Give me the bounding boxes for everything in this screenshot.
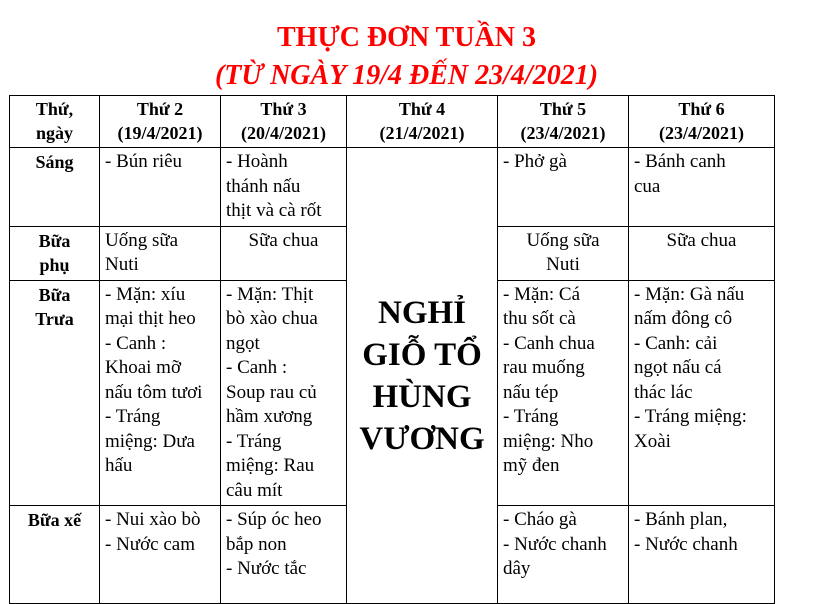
cell-breakfast-tue [221, 148, 347, 227]
header-day-wed [347, 96, 498, 148]
holiday-line: HÙNG [372, 378, 472, 415]
menu-line: - Hoành [226, 151, 288, 172]
cell-snack-thu [498, 226, 629, 280]
header-day-label-line2: ngày [35, 123, 73, 143]
menu-line: - Canh chua [503, 332, 595, 354]
menu-line: mại thịt heo [105, 308, 196, 329]
day-date: (23/4/2021) [520, 123, 606, 143]
menu-table [9, 95, 775, 604]
cell-breakfast-thu [498, 148, 629, 227]
row-label-text: Trưa [35, 309, 74, 329]
menu-line: - Nước chanh [634, 533, 738, 555]
cell-lunch-thu [498, 280, 629, 506]
menu-line: - Tráng [503, 406, 559, 427]
menu-line: - Tráng [226, 430, 282, 452]
day-name: Thứ 5 [539, 99, 587, 119]
menu-line: mỹ đen [503, 455, 560, 476]
menu-line: Soup rau củ [226, 381, 317, 403]
cell-afternoon-fri [629, 506, 775, 604]
menu-line: - Nước cam [105, 533, 195, 555]
menu-line: bắp non [226, 533, 287, 555]
row-label-lunch [10, 280, 100, 506]
menu-line: miệng: Dưa [105, 430, 195, 452]
menu-line: câu mít [226, 479, 283, 501]
cell-breakfast-fri [629, 148, 775, 227]
day-date: (20/4/2021) [241, 123, 326, 143]
menu-line: miệng: Nho [503, 430, 594, 452]
row-label-text: Bữa [38, 230, 71, 251]
day-name: Thứ 3 [260, 99, 307, 119]
cell-afternoon-thu [498, 506, 629, 604]
menu-line: Sữa chua [248, 229, 319, 251]
cell-breakfast-mon [100, 148, 221, 227]
menu-line: nấu tôm tươi [105, 381, 203, 403]
row-label-text: Sáng [35, 152, 74, 172]
menu-line: cua [634, 175, 661, 197]
holiday-line: VƯƠNG [359, 420, 485, 457]
day-name: Thứ 2 [136, 99, 184, 119]
menu-line: Nuti [105, 254, 139, 275]
day-date: (21/4/2021) [379, 123, 465, 143]
menu-line: nấu tép [503, 381, 559, 403]
holiday-line: NGHỈ [377, 294, 466, 331]
menu-line: rau muống [503, 357, 585, 378]
menu-line: - Tráng [105, 406, 161, 427]
day-date: (19/4/2021) [117, 123, 203, 143]
menu-line: Uống sữa [526, 229, 600, 251]
header-day-label-line1: Thứ, [35, 99, 74, 119]
cell-snack-fri [629, 226, 775, 280]
header-day-label [10, 96, 100, 148]
row-label-text: phụ [39, 255, 70, 275]
menu-line: Xoài [634, 430, 671, 452]
menu-line: Uống sữa [105, 229, 179, 251]
cell-snack-mon [100, 226, 221, 280]
header-day-mon [100, 96, 221, 148]
menu-line: - Bánh canh [634, 151, 726, 172]
menu-line: hấu [105, 455, 133, 476]
menu-line: - Nước tắc [226, 558, 307, 579]
menu-line: Nuti [546, 254, 580, 275]
row-label-text: Bữa [38, 284, 71, 305]
menu-line: - Bún riêu [105, 151, 183, 172]
menu-line: miệng: Rau [226, 455, 315, 476]
menu-subtitle: (TỪ NGÀY 19/4 ĐẾN 23/4/2021) [214, 60, 599, 91]
row-label-afternoon [10, 506, 100, 604]
menu-line: nấm đông cô [634, 308, 733, 329]
header-day-fri [629, 96, 775, 148]
menu-line: - Mặn: Thịt [226, 283, 314, 305]
menu-line: bò xào chua [226, 308, 318, 329]
header-day-tue [221, 96, 347, 148]
menu-line: thịt và cà rốt [226, 200, 322, 221]
menu-line: ngọt nấu cá [634, 357, 722, 378]
menu-line: - Phở gà [503, 151, 567, 172]
menu-line: thánh nấu [226, 175, 301, 197]
day-name: Thứ 6 [678, 99, 725, 119]
cell-lunch-tue [221, 280, 347, 506]
cell-afternoon-mon [100, 506, 221, 604]
menu-line: - Nước chanh [503, 533, 607, 555]
cell-afternoon-tue [221, 506, 347, 604]
menu-line: - Mặn: Gà nấu [634, 283, 745, 305]
menu-line: - Tráng miệng: [634, 406, 747, 427]
menu-line: - Súp óc heo [226, 509, 322, 530]
day-name: Thứ 4 [398, 99, 446, 119]
menu-line: - Canh : [105, 332, 167, 354]
menu-line: - Nui xào bò [105, 509, 201, 530]
menu-line: - Mặn: xíu [105, 283, 186, 305]
menu-line: - Mặn: Cá [503, 283, 581, 305]
header-row [10, 96, 775, 148]
row-label-text: Bữa xế [27, 510, 82, 530]
menu-line: - Cháo gà [503, 509, 577, 530]
holiday-notice [347, 148, 498, 604]
header-day-thu [498, 96, 629, 148]
menu-line: Khoai mỡ [105, 357, 182, 378]
menu-line: - Canh : [226, 357, 288, 378]
menu-line: ngọt [226, 332, 260, 354]
menu-line: hầm xương [226, 406, 313, 427]
menu-line: dây [503, 558, 531, 579]
row-breakfast [10, 148, 775, 227]
cell-lunch-mon [100, 280, 221, 506]
row-label-snack [10, 226, 100, 280]
holiday-line: GIỖ TỔ [362, 336, 482, 373]
menu-line: Sữa chua [666, 229, 737, 251]
menu-title: THỰC ĐƠN TUẦN 3 [276, 22, 536, 53]
menu-line: thu sốt cà [503, 308, 576, 329]
row-label-breakfast [10, 148, 100, 227]
menu-line: - Bánh plan, [634, 509, 728, 530]
cell-lunch-fri [629, 280, 775, 506]
menu-line: thác lác [634, 381, 693, 403]
day-date: (23/4/2021) [659, 123, 744, 143]
cell-snack-tue [221, 226, 347, 280]
menu-line: - Canh: cải [634, 332, 718, 354]
